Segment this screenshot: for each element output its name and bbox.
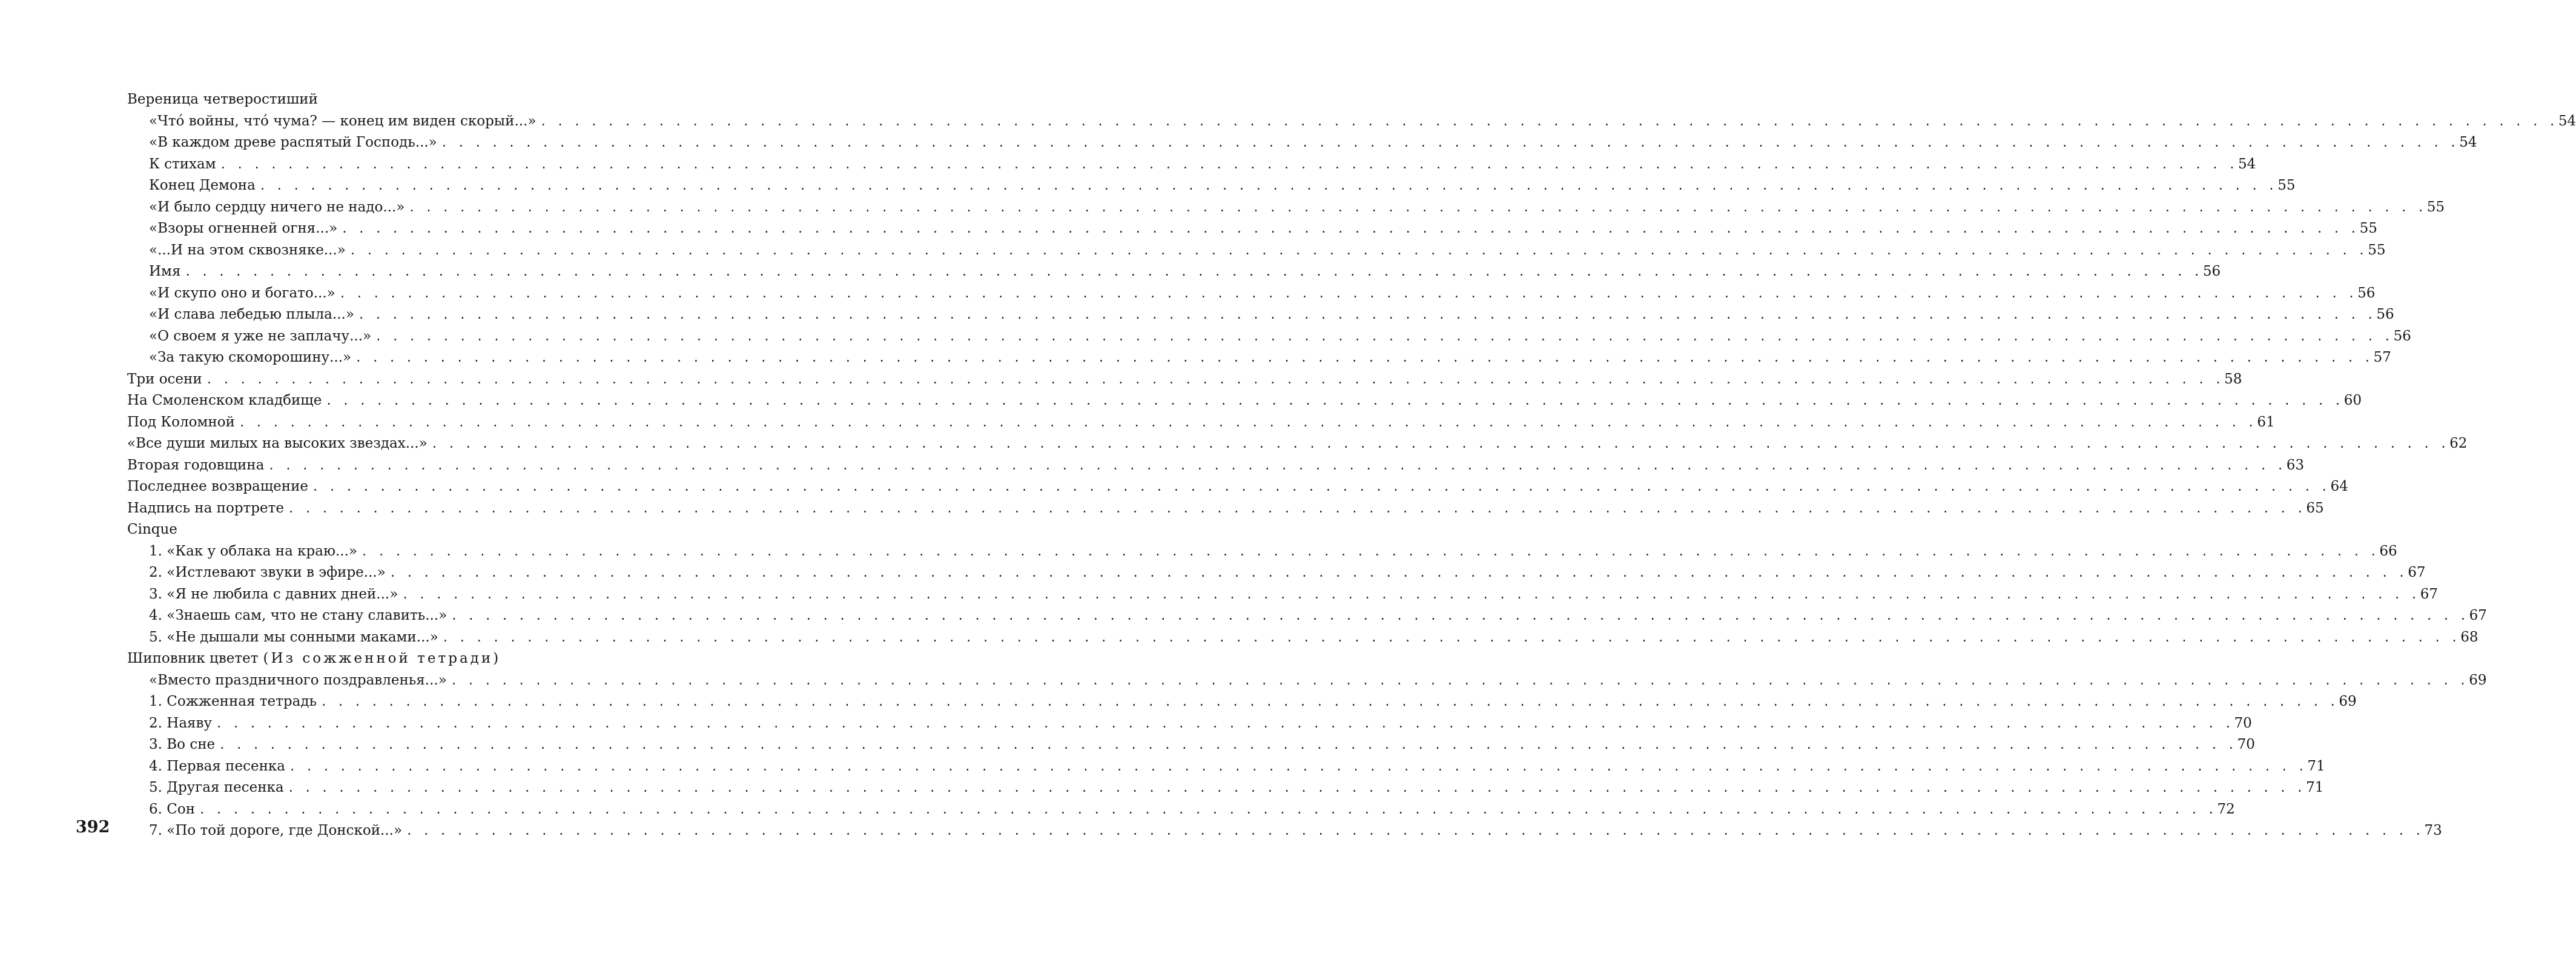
toc-entry-title: Имя xyxy=(149,263,181,279)
dot-leader: . . . . . . . . . . . . . . . . . . . . . . . . . . . . . . . . . . . . . . . . . . . . . . . . . . . . . . . . . . . . . . . . . . . . . . . . . . . . . . . . . . . . . . . . . . . . . . . . . . . . . . . . . . . . . . . . . . . . . . . . xyxy=(199,803,2216,817)
toc-entry-page: 56 xyxy=(2357,285,2376,301)
toc-entry-title: 3. «Я не любила с давних дней...» xyxy=(149,586,398,602)
toc-entry-page: 67 xyxy=(2420,586,2439,602)
toc-entry xyxy=(127,283,2376,305)
toc-entry-title: 5. Другая песенка xyxy=(149,780,284,795)
toc-entry-title: Три осени xyxy=(127,371,202,387)
toc-entry-title: Конец Демона xyxy=(149,177,256,193)
toc-entry-title: 2. Наяву xyxy=(149,715,213,731)
toc-entry-title: «За такую скоморошину...» xyxy=(149,350,352,365)
toc-entry xyxy=(127,111,2576,133)
dot-leader: . . . . . . . . . . . . . . . . . . . . . . . . . . . . . . . . . . . . . . . . . . . . . . . . . . . . . . . . . . . . . . . . . . . . . . . . . . . . . . . . . . . . . . . . . . . . . . . . . . . . . . . . . . . . . . . . . . . . . . . . xyxy=(375,330,2393,343)
toc-entry-page: 62 xyxy=(2449,436,2468,451)
toc-entry xyxy=(127,412,2275,434)
table-of-contents xyxy=(127,89,2576,842)
toc-entry-page: 54 xyxy=(2459,134,2477,150)
dot-leader: . . . . . . . . . . . . . . . . . . . . . . . . . . . . . . . . . . . . . . . . . . . . . . . . . . . . . . . . . . . . . . . . . . . . . . . . . . . . . . . . . . . . . . . . . . . . . . . . . . . . . . . . . . . . . . . . . . . . . . . . xyxy=(320,695,2338,709)
toc-entry xyxy=(127,648,581,670)
toc-entry-title: «Все души милых на высоких звездах...» xyxy=(127,436,428,451)
toc-entry-page: 56 xyxy=(2202,263,2221,279)
toc-entry-page: 71 xyxy=(2306,780,2324,795)
toc-entry-page: 69 xyxy=(2339,694,2357,709)
toc-entry xyxy=(127,347,2391,369)
toc-entry-page: 70 xyxy=(2234,715,2252,731)
toc-entry-title: Надпись на портрете xyxy=(127,500,284,516)
dot-leader: . . . . . . . . . . . . . . . . . . . . . . . . . . . . . . . . . . . . . . . . . . . . . . . . . . . . . . . . . . . . . . . . . . . . . . . . . . . . . . . . . . . . . . . . . . . . . . . . . . . . . . . . . . . . . . . . . . . . . . . . xyxy=(259,179,2277,193)
toc-entry-subtitle: (Из сожженной тетради) xyxy=(263,651,501,666)
toc-entry-title: Под Коломной xyxy=(127,414,235,430)
toc-entry-page: 61 xyxy=(2257,414,2275,430)
toc-entry-page: 56 xyxy=(2393,328,2411,344)
toc-entry-page: 72 xyxy=(2217,801,2235,817)
dot-leader: . . . . . . . . . . . . . . . . . . . . . . . . . . . . . . . . . . . . . . . . . . . . . . . . . . . . . . . . . . . . . . . . . . . . . . . . . . . . . . . . . . . . . . . . . . . . . . . . . . . . . . . . . . . . . . . . . . . . . . . . xyxy=(401,588,2419,601)
toc-entry-page: 55 xyxy=(2359,220,2377,236)
toc-entry xyxy=(127,820,2442,842)
toc-entry-page: 73 xyxy=(2424,823,2442,838)
dot-leader: . . . . . . . . . . . . . . . . . . . . . . . . . . . . . . . . . . . . . . . . . . . . . . . . . . . . . . . . . . . . . . . . . . . . . . . . . . . . . . . . . . . . . . . . . . . . . . . . . . . . . . . . . . . . . . . . . . . . . . . . xyxy=(339,287,2357,300)
toc-entry-title: 1. Сожженная тетрадь xyxy=(149,694,317,709)
toc-entry-page: 67 xyxy=(2469,608,2487,623)
toc-entry-title: «...И на этом сквозняке...» xyxy=(149,242,346,258)
toc-entry xyxy=(127,498,2324,520)
toc-entry-title: 4. «Знаешь сам, что не стану славить...» xyxy=(149,608,447,623)
toc-entry xyxy=(127,691,2357,713)
toc-entry xyxy=(127,240,2386,262)
toc-entry-title: «Взоры огненней огня...» xyxy=(149,220,338,236)
toc-entry xyxy=(127,627,2479,649)
dot-leader: . . . . . . . . . . . . . . . . . . . . . . . . . . . . . . . . . . . . . . . . . . . . . . . . . . . . . . . . . . . . . . . . . . . . . . . . . . . . . . . . . . . . . . . . . . . . . . . . . . . . . . . . . . . . . . . . . . . . . . . . xyxy=(406,824,2423,838)
toc-entry-title: На Смоленском кладбище xyxy=(127,393,322,408)
dot-leader: . . . . . . . . . . . . . . . . . . . . . . . . . . . . . . . . . . . . . . . . . . . . . . . . . . . . . . . . . . . . . . . . . . . . . . . . . . . . . . . . . . . . . . . . . . . . . . . . . . . . . . . . . . . . . . . . . . . . . . . . xyxy=(219,738,2236,752)
dot-leader: . . . . . . . . . . . . . . . . . . . . . . . . . . . . . . . . . . . . . . . . . . . . . . . . . . . . . . . . . . . . . . . . . . . . . . . . . . . . . . . . . . . . . . . . . . . . . . . . . . . . . . . . . . . . . . . . . . . . . . . . xyxy=(205,373,2224,386)
toc-entry-page: 65 xyxy=(2306,500,2324,516)
toc-entry xyxy=(127,218,2377,240)
toc-entry xyxy=(127,326,2411,348)
toc-entry-title: К стихам xyxy=(149,156,216,172)
toc-entry xyxy=(127,713,2252,735)
dot-leader: . . . . . . . . . . . . . . . . . . . . . . . . . . . . . . . . . . . . . . . . . . . . . . . . . . . . . . . . . . . . . . . . . . . . . . . . . . . . . . . . . . . . . . . . . . . . . . . . . . . . . . . . . . . . . . . . . . . . . . . . xyxy=(440,136,2459,150)
toc-entry-title: 2. «Истлевают звуки в эфире...» xyxy=(149,565,386,580)
toc-entry-page: 57 xyxy=(2373,350,2391,365)
toc-entry xyxy=(127,562,2426,584)
toc-entry xyxy=(127,369,2242,391)
toc-entry-title: «И слава лебедью плыла...» xyxy=(149,307,354,322)
dot-leader: . . . . . . . . . . . . . . . . . . . . . . . . . . . . . . . . . . . . . . . . . . . . . . . . . . . . . . . . . . . . . . . . . . . . . . . . . . . . . . . . . . . . . . . . . . . . . . . . . . . . . . . . . . . . . . . . . . . . . . . . xyxy=(341,222,2359,236)
toc-entry-page: 56 xyxy=(2376,307,2394,322)
toc-entry-title: «И было сердцу ничего не надо...» xyxy=(149,199,405,215)
toc-entry-page: 67 xyxy=(2408,565,2426,580)
toc-entry-title: 1. «Как у облака на краю...» xyxy=(149,543,357,559)
dot-leader: . . . . . . . . . . . . . . . . . . . . . . . . . . . . . . . . . . . . . . . . . . . . . . . . . . . . . . . . . . . . . . . . . . . . . . . . . . . . . . . . . . . . . . . . . . . . . . . . . . . . . . . . . . . . . . . . . . . . . . . . xyxy=(184,265,2202,279)
dot-leader: . . . . . . . . . . . . . . . . . . . . . . . . . . . . . . . . . . . . . . . . . . . . . . . . . . . . . . . . . . . . . . . . . . . . . . . . . . . . . . . . . . . . . . . . . . . . . . . . . . . . . . . . . . . . . . . . . . . . . . . . xyxy=(357,308,2376,322)
dot-leader: . . . . . . . . . . . . . . . . . . . . . . . . . . . . . . . . . . . . . . . . . . . . . . . . . . . . . . . . . . . . . . . . . . . . . . . . . . . . . . . . . . . . . . . . . . . . . . . . . . . . . . . . . . . . . . . . . . . . . . . . xyxy=(219,157,2237,171)
toc-entry-page: 66 xyxy=(2379,543,2397,559)
toc-entry xyxy=(127,519,581,541)
toc-entry-title: «И скупо оно и богато...» xyxy=(149,285,335,301)
toc-entry xyxy=(127,455,2305,477)
dot-leader: . . . . . . . . . . . . . . . . . . . . . . . . . . . . . . . . . . . . . . . . . . . . . . . . . . . . . . . . . . . . . . . . . . . . . . . . . . . . . . . . . . . . . . . . . . . . . . . . . . . . . . . . . . . . . . . . . . . . . . . . xyxy=(349,244,2367,257)
dot-leader: . . . . . . . . . . . . . . . . . . . . . . . . . . . . . . . . . . . . . . . . . . . . . . . . . . . . . . . . . . . . . . . . . . . . . . . . . . . . . . . . . . . . . . . . . . . . . . . . . . . . . . . . . . . . . . . . . . . . . . . . xyxy=(389,566,2407,580)
toc-entry-title: 3. Во сне xyxy=(149,737,216,752)
toc-entry xyxy=(127,433,2468,455)
toc-entry-title: Cinque xyxy=(127,522,177,537)
toc-entry xyxy=(127,197,2445,219)
toc-entry-title: «Что́ войны, что́ чума? — конец им виден скорый...» xyxy=(149,113,537,129)
toc-entry-page: 70 xyxy=(2237,737,2255,752)
toc-entry xyxy=(127,154,2256,176)
toc-entry-page: 63 xyxy=(2286,457,2305,473)
toc-entry xyxy=(127,175,2296,197)
toc-entry-title: «В каждом древе распятый Господь...» xyxy=(149,134,437,150)
toc-entry-title: «Вместо праздничного поздравленья...» xyxy=(149,672,447,688)
toc-entry-page: 54 xyxy=(2238,156,2256,172)
toc-entry xyxy=(127,132,2477,154)
dot-leader: . . . . . . . . . . . . . . . . . . . . . . . . . . . . . . . . . . . . . . . . . . . . . . . . . . . . . . . . . . . . . . . . . . . . . . . . . . . . . . . . . . . . . . . . . . . . . . . . . . . . . . . . . . . . . . . . . . . . . . . . xyxy=(450,674,2468,688)
toc-entry-page: 55 xyxy=(2426,199,2445,215)
toc-entry-title: 6. Сон xyxy=(149,801,196,817)
toc-entry-title: Вереница четверостиший xyxy=(127,91,318,107)
toc-entry-title: Шиповник цветет xyxy=(127,651,259,666)
toc-entry xyxy=(127,390,2362,412)
toc-entry-title: 4. Первая песенка xyxy=(149,758,285,774)
toc-entry-title: 7. «По той дороге, где Донской...» xyxy=(149,823,403,838)
dot-leader: . . . . . . . . . . . . . . . . . . . . . . . . . . . . . . . . . . . . . . . . . . . . . . . . . . . . . . . . . . . . . . . . . . . . . . . . . . . . . . . . . . . . . . . . . . . . . . . . . . . . . . . . . . . . . . . . . . . . . . . . xyxy=(355,351,2373,365)
dot-leader: . . . . . . . . . . . . . . . . . . . . . . . . . . . . . . . . . . . . . . . . . . . . . . . . . . . . . . . . . . . . . . . . . . . . . . . . . . . . . . . . . . . . . . . . . . . . . . . . . . . . . . . . . . . . . . . . . . . . . . . . xyxy=(325,394,2343,408)
dot-leader: . . . . . . . . . . . . . . . . . . . . . . . . . . . . . . . . . . . . . . . . . . . . . . . . . . . . . . . . . . . . . . . . . . . . . . . . . . . . . . . . . . . . . . . . . . . . . . . . . . . . . . . . . . . . . . . . . . . . . . . . xyxy=(431,437,2449,451)
toc-entry-title: 5. «Не дышали мы сонными маками...» xyxy=(149,629,438,645)
dot-leader: . . . . . . . . . . . . . . . . . . . . . . . . . . . . . . . . . . . . . . . . . . . . . . . . . . . . . . . . . . . . . . . . . . . . . . . . . . . . . . . . . . . . . . . . . . . . . . . . . . . . . . . . . . . . . . . . . . . . . . . . xyxy=(441,631,2460,645)
toc-entry-title: «О своем я уже не заплачу...» xyxy=(149,328,372,344)
toc-entry xyxy=(127,261,2221,283)
toc-entry xyxy=(127,541,2397,563)
dot-leader: . . . . . . . . . . . . . . . . . . . . . . . . . . . . . . . . . . . . . . . . . . . . . . . . . . . . . . . . . . . . . . . . . . . . . . . . . . . . . . . . . . . . . . . . . . . . . . . . . . . . . . . . . . . . . . . . . . . . . . . . xyxy=(287,502,2305,515)
toc-entry xyxy=(127,89,581,111)
dot-leader: . . . . . . . . . . . . . . . . . . . . . . . . . . . . . . . . . . . . . . . . . . . . . . . . . . . . . . . . . . . . . . . . . . . . . . . . . . . . . . . . . . . . . . . . . . . . . . . . . . . . . . . . . . . . . . . . . . . . . . . . xyxy=(287,781,2305,795)
toc-entry-page: 71 xyxy=(2307,758,2325,774)
toc-entry-page: 54 xyxy=(2558,113,2576,129)
toc-entry-title: Вторая годовщина xyxy=(127,457,265,473)
page-number: 392 xyxy=(76,818,110,837)
toc-entry-page: 58 xyxy=(2224,371,2242,387)
toc-entry xyxy=(127,584,2439,606)
dot-leader: . . . . . . . . . . . . . . . . . . . . . . . . . . . . . . . . . . . . . . . . . . . . . . . . . . . . . . . . . . . . . . . . . . . . . . . . . . . . . . . . . . . . . . . . . . . . . . . . . . . . . . . . . . . . . . . . . . . . . . . . xyxy=(216,717,2233,731)
toc-entry-page: 64 xyxy=(2330,479,2348,494)
toc-entry-page: 55 xyxy=(2368,242,2386,258)
toc-entry xyxy=(127,756,2325,778)
dot-leader: . . . . . . . . . . . . . . . . . . . . . . . . . . . . . . . . . . . . . . . . . . . . . . . . . . . . . . . . . . . . . . . . . . . . . . . . . . . . . . . . . . . . . . . . . . . . . . . . . . . . . . . . . . . . . . . . . . . . . . . . xyxy=(408,200,2426,214)
dot-leader: . . . . . . . . . . . . . . . . . . . . . . . . . . . . . . . . . . . . . . . . . . . . . . . . . . . . . . . . . . . . . . . . . . . . . . . . . . . . . . . . . . . . . . . . . . . . . . . . . . . . . . . . . . . . . . . . . . . . . . . . xyxy=(312,480,2330,494)
toc-entry-page: 69 xyxy=(2469,672,2487,688)
toc-entry xyxy=(127,304,2394,326)
toc-entry xyxy=(127,777,2324,799)
dot-leader: . . . . . . . . . . . . . . . . . . . . . . . . . . . . . . . . . . . . . . . . . . . . . . . . . . . . . . . . . . . . . . . . . . . . . . . . . . . . . . . . . . . . . . . . . . . . . . . . . . . . . . . . . . . . . . . . . . . . . . . . xyxy=(268,459,2285,472)
dot-leader: . . . . . . . . . . . . . . . . . . . . . . . . . . . . . . . . . . . . . . . . . . . . . . . . . . . . . . . . . . . . . . . . . . . . . . . . . . . . . . . . . . . . . . . . . . . . . . . . . . . . . . . . . . . . . . . . . . . . . . . . xyxy=(451,609,2468,623)
toc-entry xyxy=(127,734,2255,756)
toc-entry xyxy=(127,799,2235,821)
dot-leader: . . . . . . . . . . . . . . . . . . . . . . . . . . . . . . . . . . . . . . . . . . . . . . . . . . . . . . . . . . . . . . . . . . . . . . . . . . . . . . . . . . . . . . . . . . . . . . . . . . . . . . . . . . . . . . . . . . . . . . . . xyxy=(360,545,2379,558)
toc-entry-page: 68 xyxy=(2460,629,2479,645)
dot-leader: . . . . . . . . . . . . . . . . . . . . . . . . . . . . . . . . . . . . . . . . . . . . . . . . . . . . . . . . . . . . . . . . . . . . . . . . . . . . . . . . . . . . . . . . . . . . . . . . . . . . . . . . . . . . . . . . . . . . . . . . xyxy=(540,114,2557,128)
toc-entry-title: Последнее возвращение xyxy=(127,479,309,494)
toc-entry-page: 55 xyxy=(2277,177,2296,193)
toc-entry xyxy=(127,670,2487,692)
dot-leader: . . . . . . . . . . . . . . . . . . . . . . . . . . . . . . . . . . . . . . . . . . . . . . . . . . . . . . . . . . . . . . . . . . . . . . . . . . . . . . . . . . . . . . . . . . . . . . . . . . . . . . . . . . . . . . . . . . . . . . . . xyxy=(238,416,2256,429)
dot-leader: . . . . . . . . . . . . . . . . . . . . . . . . . . . . . . . . . . . . . . . . . . . . . . . . . . . . . . . . . . . . . . . . . . . . . . . . . . . . . . . . . . . . . . . . . . . . . . . . . . . . . . . . . . . . . . . . . . . . . . . . xyxy=(288,760,2307,774)
toc-entry-page: 60 xyxy=(2343,393,2362,408)
toc-entry xyxy=(127,605,2487,627)
toc-entry xyxy=(127,476,2348,498)
